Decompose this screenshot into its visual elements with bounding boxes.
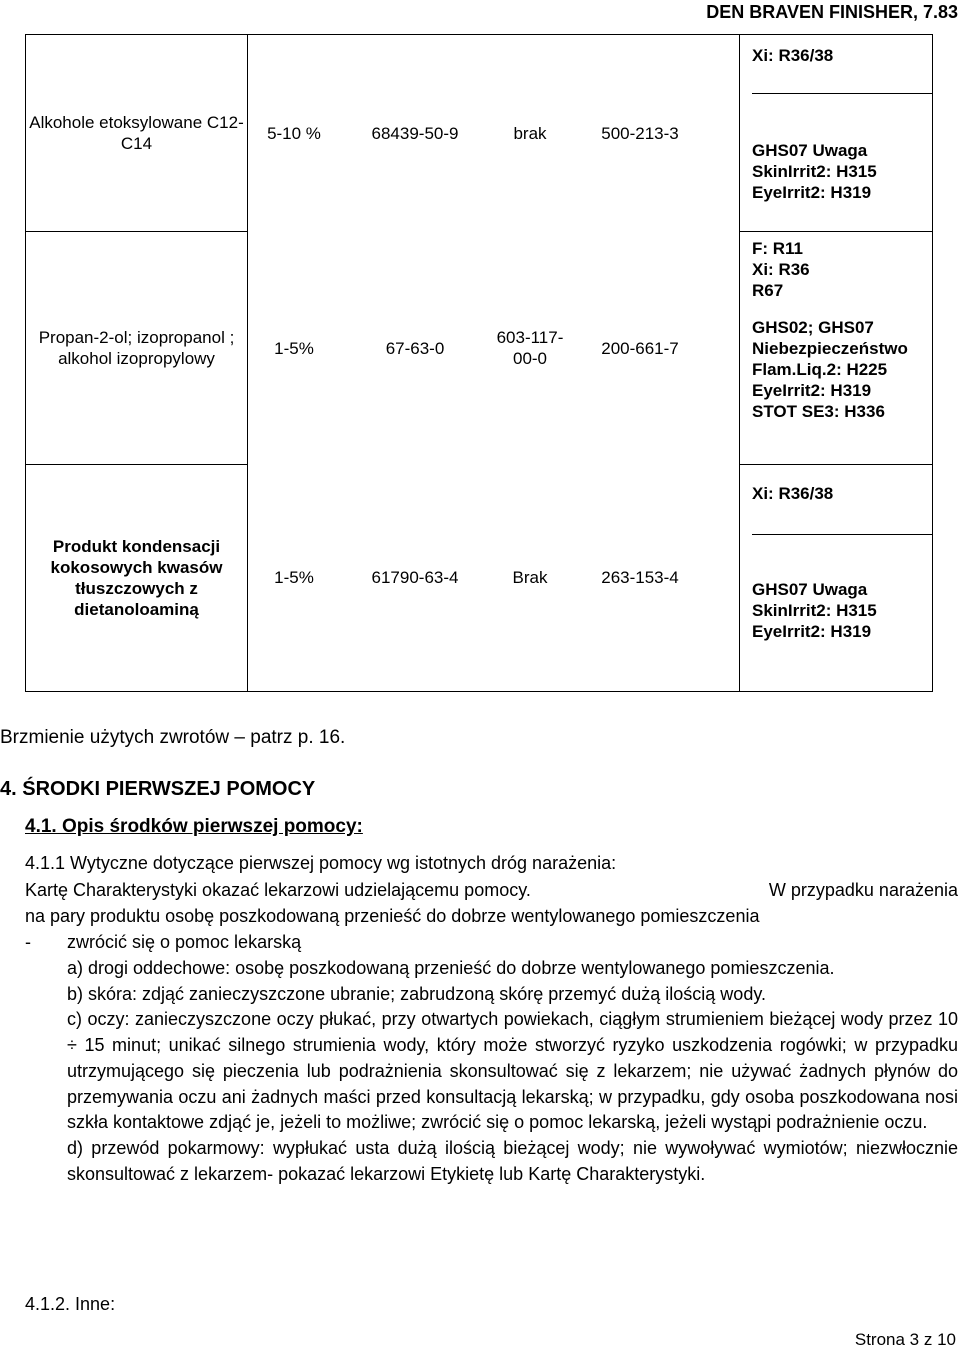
index-number: brak [513,123,547,143]
classification-line: SkinIrrit2: H315 [752,162,877,181]
component-identifiers [248,465,740,692]
classification-cell [740,35,933,232]
classification-line: EyeIrrit2: H319 [752,183,872,202]
phrases-note: Brzmienie użytych zwrotów – patrz p. 16. [0,727,346,748]
classification-line: R67 [752,281,784,300]
component-identifiers [248,232,740,465]
classification-line: GHS07 Uwaga [752,141,868,160]
first-aid-item-d: d) przewód pokarmowy: wypłukać usta dużą ilością bieżącej wody; nie wywoływać wymiotów; niezwłocznie skonsultować z lekarzem- pokazać lekarzowi Etykietę lub Kartę Charakterystyki. [67,1137,958,1184]
other-heading: 4.1.2. Inne: [25,1294,116,1314]
classification-line: Flam.Liq.2: H225 [752,360,888,379]
concentration: 1-5% [274,338,314,358]
cas-number: 68439-50-9 [371,123,459,143]
first-aid-item-c: c) oczy: zanieczyszczone oczy płukać, przy otwartych powiekach, ciągłym strumieniem bieżącej wody przez 10 ÷ 15 minut; unikać silnego strumienia wody, który może stworzyć ryzyko uszkodzenia rogówki; w przypadku utrzymującego się pieczenia lub podrażnienia skonsultować się z lekarzem; nie używać żadnych płynów do przemywania oczu ani żadnych maści przed konsultacją lekarską; w przypadku, gdy osoba poszkodowana nosi szkła kontaktowe zdjąć je, jeżeli to możliwe; zwrócić się o pomoc lekarską, jeżeli wystąpi podrażnienie oczu. [67,1009,958,1133]
component-identifiers [248,35,740,232]
document-title: DEN BRAVEN FINISHER, 7.83 [706,2,958,22]
component-name: Produkt kondensacji kokosowych kwasów tłuszczowych z dietanoloaminą [26,465,248,692]
hazardous-components-table [25,34,933,692]
classification-line: Xi: R36/38 [752,484,834,503]
cas-number: 61790-63-4 [371,568,459,588]
table-row [26,465,933,692]
index-number: 603-117-00-0 [496,328,564,368]
classification-line: GHS02; GHS07 [752,318,874,337]
classification-line: F: R11 [752,239,804,258]
classification-line: Xi: R36/38 [752,46,834,65]
classification-line: GHS07 Uwaga [752,580,868,599]
paragraph-line: zwrócić się o pomoc lekarską [67,932,302,952]
classification-line: STOT SE3: H336 [752,402,885,421]
classification-line: EyeIrrit2: H319 [752,381,872,400]
guidelines-heading: 4.1.1 Wytyczne dotyczące pierwszej pomocy wg istotnych dróg narażenia: [25,853,617,873]
table-row [26,232,933,465]
classification-line: Niebezpieczeństwo [752,339,908,358]
concentration: 5-10 % [267,123,321,143]
first-aid-item-b: b) skóra: zdjąć zanieczyszczone ubranie; zabrudzoną skórę przemyć dużą ilością wody. [67,983,766,1004]
dash-bullet: - [25,932,31,952]
table-row [26,35,933,232]
paragraph-line: Kartę Charakterystyki okazać lekarzowi udzielającemu pomocy. [25,880,531,900]
classification-line: SkinIrrit2: H315 [752,601,877,620]
classification-line: EyeIrrit2: H319 [752,622,872,641]
first-aid-item-a: a) drogi oddechowe: osobę poszkodowaną przenieść do dobrze wentylowanego pomieszczenia. [67,958,835,978]
cas-number: 67-63-0 [385,338,445,358]
subsection-heading: 4.1. Opis środków pierwszej pomocy: [25,816,363,837]
paragraph-line: na pary produktu osobę poszkodowaną przenieść do dobrze wentylowanego pomieszczenia [25,906,760,926]
paragraph-line: W przypadku narażenia [768,880,958,900]
section-heading: 4. ŚRODKI PIERWSZEJ POMOCY [0,778,316,800]
ec-number: 500-213-3 [601,123,679,143]
ec-number: 263-153-4 [601,568,679,588]
ec-number: 200-661-7 [601,338,679,358]
index-number: Brak [512,568,548,588]
component-name: Alkohole etoksylowane C12-C14 [26,35,248,232]
classification-cell [740,232,933,465]
concentration: 1-5% [274,568,314,588]
classification-line: Xi: R36 [752,260,810,279]
classification-cell [740,465,933,692]
page-number: Strona 3 z 10 [854,1330,956,1349]
component-name: Propan-2-ol; izopropanol ; alkohol izopropylowy [26,232,248,465]
